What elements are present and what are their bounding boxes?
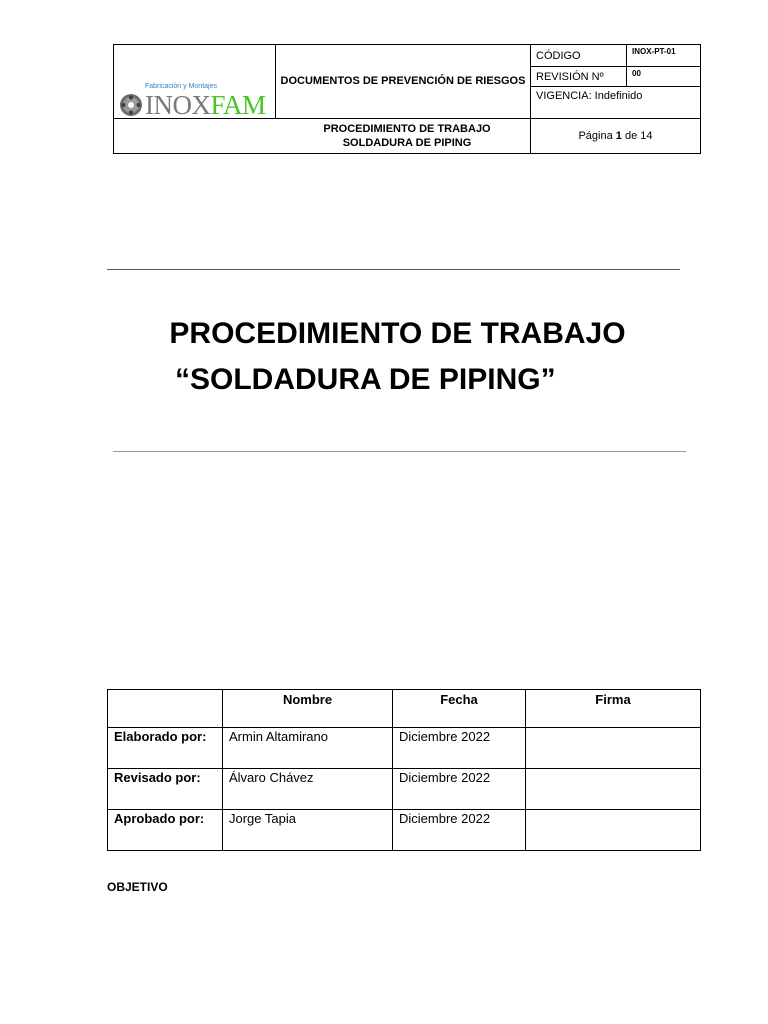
approval-header-empty	[108, 690, 223, 728]
codigo-label: CÓDIGO	[531, 45, 627, 67]
logo-word-fam: FAM	[210, 90, 266, 120]
row-nombre: Armin Altamirano	[223, 728, 393, 769]
approval-row-revisado	[108, 769, 701, 810]
page-prefix: Página	[578, 129, 613, 142]
procedure-line-1: PROCEDIMIENTO DE TRABAJO	[323, 122, 491, 135]
row-label: Revisado por:	[108, 769, 223, 810]
row-firma	[526, 810, 701, 851]
row-firma	[526, 769, 701, 810]
document-title-line-1: PROCEDIMIENTO DE TRABAJO	[169, 317, 626, 350]
title-rule-top	[107, 269, 680, 270]
approval-header-row	[108, 690, 701, 728]
approval-table	[107, 689, 701, 851]
document-type: DOCUMENTOS DE PREVENCIÓN DE RIESGOS	[276, 45, 531, 119]
approval-header-firma: Firma	[526, 690, 701, 728]
vigencia: VIGENCIA: Indefinido	[531, 87, 701, 118]
row-nombre: Álvaro Chávez	[223, 769, 393, 810]
row-label: Aprobado por:	[108, 810, 223, 851]
row-firma	[526, 728, 701, 769]
row-label: Elaborado por:	[108, 728, 223, 769]
row-fecha: Diciembre 2022	[393, 810, 526, 851]
title-rule-bottom	[113, 451, 686, 452]
logo-wordmark	[145, 90, 266, 120]
revision-value: 00	[627, 67, 701, 87]
section-heading-objetivo: OBJETIVO	[107, 880, 168, 894]
approval-header-nombre: Nombre	[223, 690, 393, 728]
page-total: de 14	[624, 129, 653, 142]
row-fecha: Diciembre 2022	[393, 769, 526, 810]
page-indicator	[531, 118, 701, 153]
procedure-name	[114, 118, 531, 153]
row-nombre: Jorge Tapia	[223, 810, 393, 851]
logo-tagline: Fabricación y Montajes	[145, 83, 217, 90]
gear-icon	[119, 93, 143, 117]
company-logo	[119, 83, 269, 123]
document-header-table	[113, 44, 701, 154]
row-fecha: Diciembre 2022	[393, 728, 526, 769]
document-title-line-2: “SOLDADURA DE PIPING”	[175, 363, 556, 396]
approval-row-aprobado	[108, 810, 701, 851]
procedure-line-2: SOLDADURA DE PIPING	[342, 136, 472, 149]
logo-cell	[114, 45, 276, 119]
approval-header-fecha: Fecha	[393, 690, 526, 728]
logo-word-inox: INOX	[145, 90, 211, 120]
page-current: 1	[615, 129, 622, 142]
approval-row-elaborado	[108, 728, 701, 769]
revision-label: REVISIÓN Nº	[531, 67, 627, 87]
codigo-value: INOX-PT-01	[627, 45, 701, 67]
